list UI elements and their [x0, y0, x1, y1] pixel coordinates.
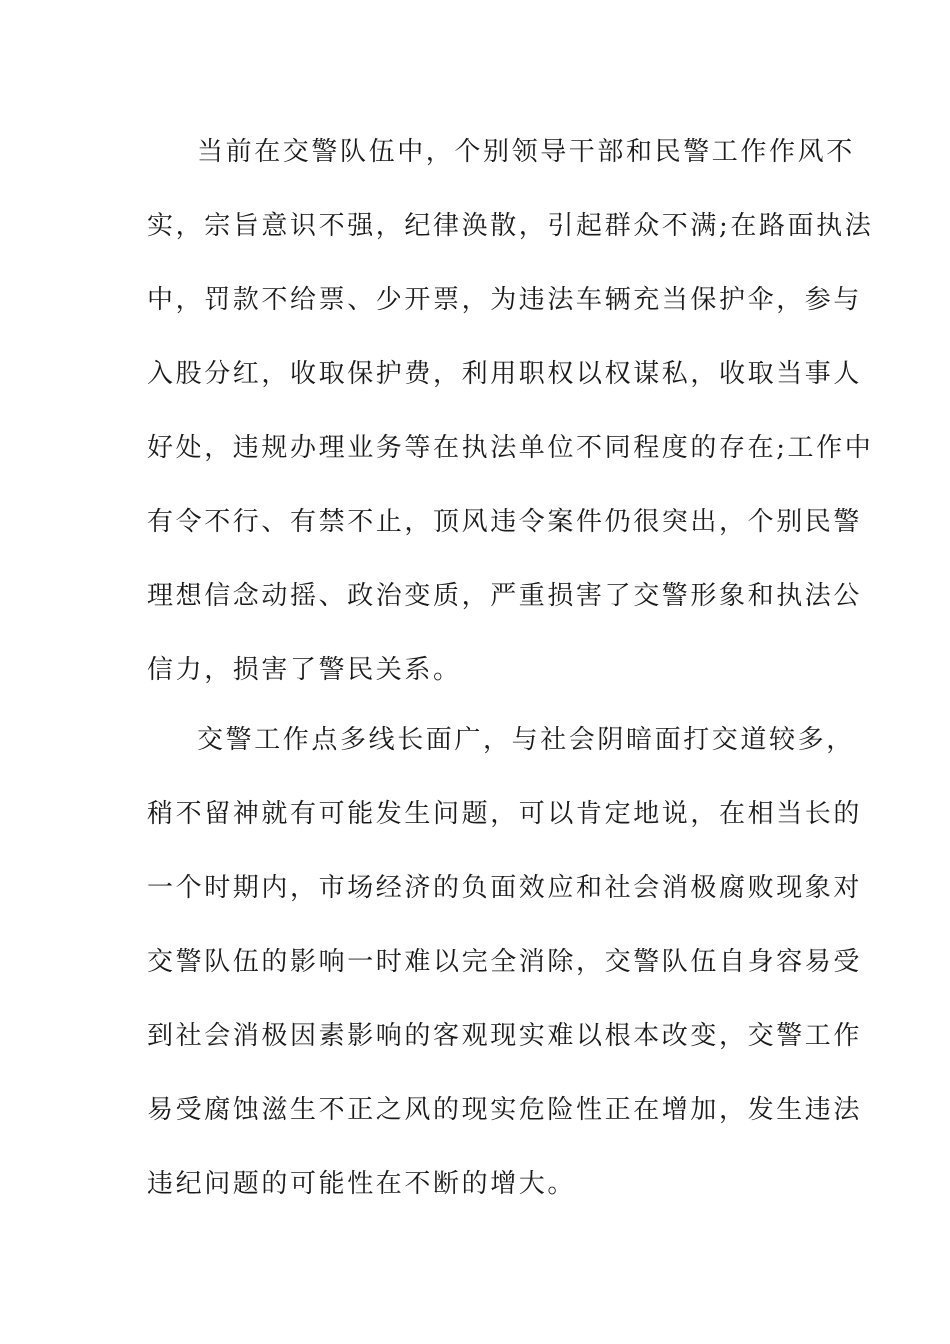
text-line: 到社会消极因素影响的客观现实难以根本改变，交警工作 [147, 1021, 863, 1051]
text-line: 易受腐蚀滋生不正之风的现实危险性正在增加，发生违法 [147, 1095, 863, 1125]
text-line: 交警队伍的影响一时难以完全消除，交警队伍自身容易受 [147, 947, 863, 977]
text-line: 交警工作点多线长面广，与社会阴暗面打交道较多， [197, 725, 855, 755]
text-line: 有令不行、有禁不止，顶风违令案件仍很突出，个别民警 [147, 507, 863, 537]
text-line: 当前在交警队伍中，个别领导干部和民警工作作风不 [197, 137, 855, 167]
text-line: 入股分红，收取保护费，利用职权以权谋私，收取当事人 [147, 359, 863, 389]
text-line: 一个时期内，市场经济的负面效应和社会消极腐败现象对 [147, 873, 863, 903]
text-line: 实，宗旨意识不强，纪律涣散，引起群众不满;在路面执法 [147, 211, 874, 241]
text-line: 违纪问题的可能性在不断的增大。 [147, 1169, 577, 1199]
text-line: 理想信念动摇、政治变质，严重损害了交警形象和执法公 [147, 581, 863, 611]
text-line: 稍不留神就有可能发生问题，可以肯定地说，在相当长的 [147, 799, 863, 829]
text-line: 中，罚款不给票、少开票，为违法车辆充当保护伞，参与 [147, 285, 863, 315]
text-line: 信力，损害了警民关系。 [147, 655, 462, 685]
text-line: 好处，违规办理业务等在执法单位不同程度的存在;工作中 [147, 433, 874, 463]
